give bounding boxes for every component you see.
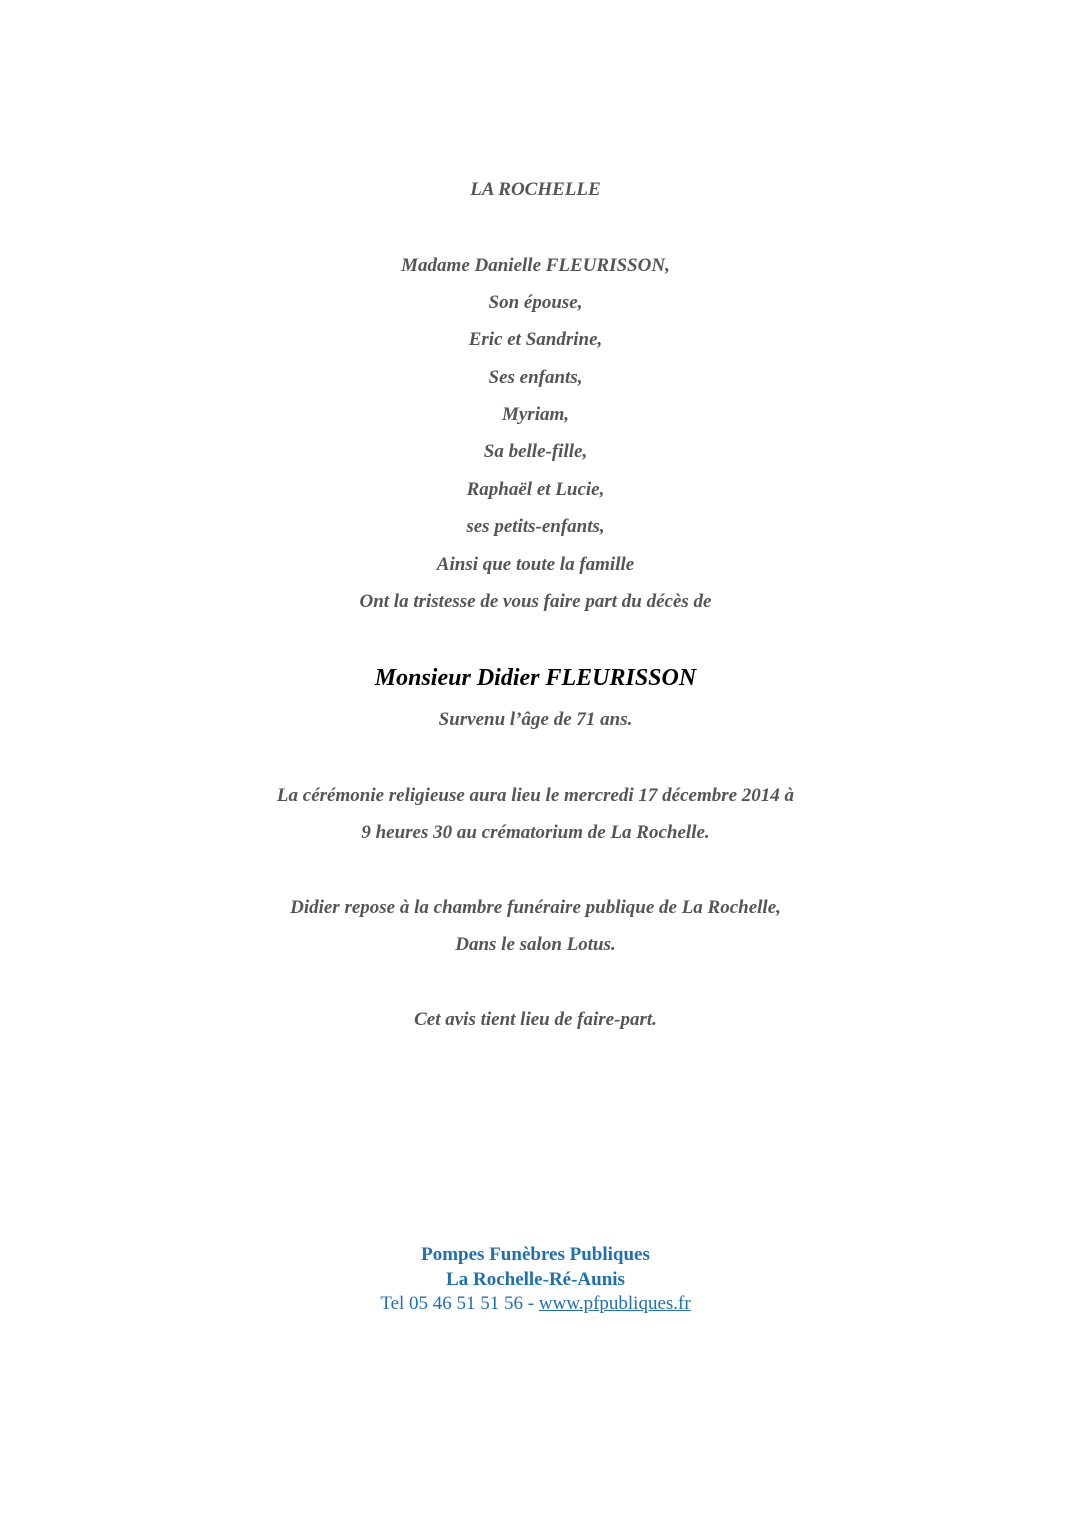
family-line: Ainsi que toute la famille bbox=[436, 554, 635, 575]
ceremony-line: La cérémonie religieuse aura lieu le mercredi 17 décembre 2014 à bbox=[276, 785, 795, 806]
family-line: Eric et Sandrine, bbox=[468, 329, 603, 350]
ceremony-line: 9 heures 30 au crématorium de La Rochelle. bbox=[361, 822, 710, 843]
family-line: Sa belle-fille, bbox=[483, 441, 588, 462]
company-name: Pompes Funèbres Publiques bbox=[421, 1244, 650, 1265]
closing-line: Cet avis tient lieu de faire-part. bbox=[414, 1009, 657, 1030]
repose-line: Didier repose à la chambre funéraire publique de La Rochelle, bbox=[290, 897, 781, 918]
company-location: La Rochelle-Ré-Aunis bbox=[446, 1269, 625, 1290]
phone-text: Tel 05 46 51 51 56 - bbox=[380, 1293, 539, 1314]
contact-line bbox=[0, 1292, 1071, 1316]
family-line: Madame Danielle FLEURISSON, bbox=[401, 255, 670, 276]
repose-line: Dans le salon Lotus. bbox=[455, 934, 616, 955]
family-line: Myriam, bbox=[501, 404, 570, 425]
deceased-name: Monsieur Didier FLEURISSON bbox=[374, 665, 697, 691]
website-link[interactable]: www.pfpubliques.fr bbox=[538, 1293, 691, 1314]
family-line: ses petits-enfants, bbox=[466, 516, 605, 537]
city-heading: LA ROCHELLE bbox=[470, 179, 601, 200]
age-line: Survenu l’âge de 71 ans. bbox=[438, 709, 633, 730]
family-line: Raphaël et Lucie, bbox=[466, 479, 605, 500]
family-line: Ses enfants, bbox=[488, 367, 583, 388]
announcement-line: Ont la tristesse de vous faire part du décès de bbox=[359, 591, 712, 612]
family-line: Son épouse, bbox=[488, 292, 583, 313]
